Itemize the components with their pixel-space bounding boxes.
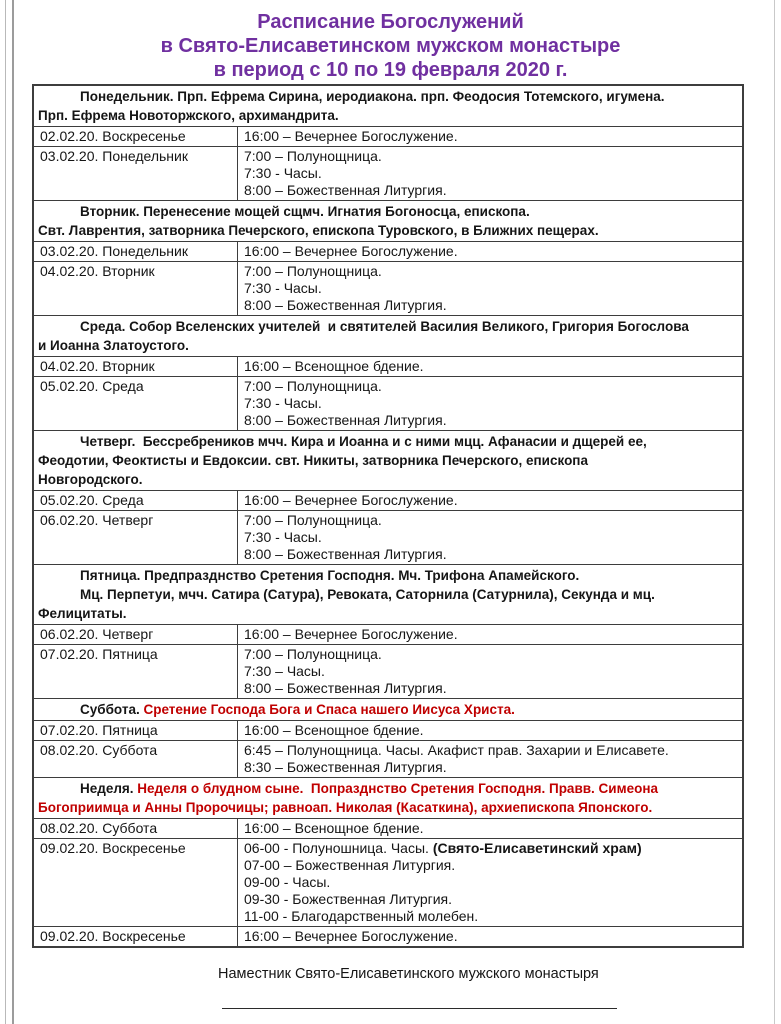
schedule-row — [34, 261, 742, 315]
header-text-span: Мц. Перпетуи, мчч. Сатира (Сатура), Ревоката, Саторнила (Сатурнила), Секунда и мц. — [80, 587, 655, 602]
section-header-row — [34, 86, 742, 126]
service-line — [244, 759, 736, 776]
section-header-line — [38, 221, 738, 240]
schedule-row — [34, 818, 742, 838]
service-line — [244, 663, 736, 680]
service-text-span: 7:00 – Полунощница. — [244, 512, 382, 528]
service-text-span: 09-30 - Божественная Литургия. — [244, 891, 453, 907]
header-text-span: Среда. Собор Вселенских учителей и святителей Василия Великого, Григория Богослова — [80, 319, 689, 334]
service-line — [244, 148, 736, 165]
section-header-row — [34, 777, 742, 818]
schedule-row — [34, 356, 742, 376]
service-text-span: 7:30 – Часы. — [244, 663, 325, 679]
header-text-span: Неделя о блудном сыне. Попразднство Сретения Господня. Правв. Симеона — [137, 781, 658, 796]
service-line — [244, 840, 736, 857]
services-cell — [238, 147, 742, 200]
header-text-span: Богоприимца и Анны Пророчицы; равноап. Николая (Касаткина), архиепископа Японского. — [38, 800, 653, 815]
section-header-row — [34, 315, 742, 356]
header-text-span: Свт. Лаврентия, затворника Печерского, епископа Туровского, в Ближних пещерах. — [38, 223, 599, 238]
service-line — [244, 891, 736, 908]
service-line — [244, 626, 736, 643]
services-cell — [238, 741, 742, 777]
service-line — [244, 182, 736, 199]
service-line — [244, 128, 736, 145]
header-text-span: Новгородского. — [38, 472, 143, 487]
services-cell — [238, 645, 742, 698]
service-text-span: 07-00 – Божественная Литургия. — [244, 857, 456, 873]
date-cell: 06.02.20. Четверг — [34, 511, 238, 564]
date-cell: 03.02.20. Понедельник — [34, 147, 238, 200]
section-header-line — [38, 106, 738, 125]
section-header-line — [38, 566, 738, 585]
section-header-line — [38, 700, 738, 719]
header-text-span: Вторник. Перенесение мощей сщмч. Игнатия Богоносца, епископа. — [80, 204, 530, 219]
service-text-span: 11-00 - Благодарственный молебен. — [244, 908, 479, 924]
header-text-span: и Иоанна Златоустого. — [38, 338, 189, 353]
service-line — [244, 512, 736, 529]
section-header-row — [34, 564, 742, 624]
service-line — [244, 297, 736, 314]
service-text-span: 6:45 – Полунощница. Часы. Акафист прав. Захарии и Елисавете. — [244, 742, 669, 758]
date-cell: 03.02.20. Понедельник — [34, 242, 238, 261]
services-cell — [238, 839, 742, 926]
services-cell — [238, 721, 742, 740]
service-line — [244, 395, 736, 412]
service-line — [244, 358, 736, 375]
header-text-span: Неделя. — [80, 781, 138, 796]
date-cell: 02.02.20. Воскресенье — [34, 127, 238, 146]
service-line — [244, 529, 736, 546]
date-cell: 08.02.20. Суббота — [34, 819, 238, 838]
service-line — [244, 874, 736, 891]
section-header-line — [38, 779, 738, 798]
service-text-span: 7:30 - Часы. — [244, 529, 322, 545]
date-cell: 05.02.20. Среда — [34, 377, 238, 430]
section-header-line — [38, 604, 738, 623]
date-cell: 04.02.20. Вторник — [34, 357, 238, 376]
services-cell — [238, 242, 742, 261]
date-cell: 09.02.20. Воскресенье — [34, 839, 238, 926]
schedule-row — [34, 926, 742, 946]
section-header-line — [38, 336, 738, 355]
schedule-row — [34, 490, 742, 510]
services-cell — [238, 819, 742, 838]
schedule-row — [34, 510, 742, 564]
service-text-span: 7:30 - Часы. — [244, 395, 322, 411]
header-text-span: Четверг. Бессребреников мчч. Кира и Иоанна и с ними мцц. Афанасии и дщерей ее, — [80, 434, 647, 449]
footer-caption: Наместник Свято-Елисаветинского мужского монастыря — [218, 966, 599, 982]
service-text-span: 8:00 – Божественная Литургия. — [244, 546, 447, 562]
title-line-1: Расписание Богослужений — [257, 11, 524, 33]
section-header-line — [38, 585, 738, 604]
service-line — [244, 412, 736, 429]
schedule-row — [34, 624, 742, 644]
document-title — [0, 0, 781, 82]
section-header-line — [38, 470, 738, 489]
service-line — [244, 908, 736, 925]
date-cell: 05.02.20. Среда — [34, 491, 238, 510]
service-line — [244, 165, 736, 182]
date-cell: 07.02.20. Пятница — [34, 721, 238, 740]
date-cell: 04.02.20. Вторник — [34, 262, 238, 315]
service-text-span: 16:00 – Вечернее Богослужение. — [244, 928, 458, 944]
service-text-span: 09-00 - Часы. — [244, 874, 331, 890]
section-header-line — [38, 87, 738, 106]
service-line — [244, 263, 736, 280]
section-header-row — [34, 698, 742, 720]
services-cell — [238, 357, 742, 376]
service-text-span: 7:00 – Полунощница. — [244, 148, 382, 164]
section-header-row — [34, 430, 742, 490]
header-text-span: Сретение Господа Бога и Спаса нашего Иисуса Христа. — [143, 702, 515, 717]
header-text-span: Феодотии, Феоктисты и Евдоксии. свт. Никиты, затворника Печерского, епископа — [38, 453, 588, 468]
service-text-span: 16:00 – Вечернее Богослужение. — [244, 492, 458, 508]
service-text-span: 16:00 – Вечернее Богослужение. — [244, 128, 458, 144]
service-text-span: 8:00 – Божественная Литургия. — [244, 297, 447, 313]
signature-line — [222, 1007, 617, 1009]
service-text-span: 7:30 - Часы. — [244, 280, 322, 296]
section-header-line — [38, 317, 738, 336]
service-line — [244, 280, 736, 297]
schedule-row — [34, 838, 742, 926]
service-text-span: (Свято-Елисаветинский храм) — [432, 840, 642, 856]
service-text-span: 8:00 – Божественная Литургия. — [244, 412, 447, 428]
service-text-span: 7:30 - Часы. — [244, 165, 322, 181]
service-text-span: 06-00 - Полуношница. Часы. — [244, 840, 433, 856]
service-text-span: 16:00 – Всенощное бдение. — [244, 820, 424, 836]
header-text-span: Пятница. Предпразднство Сретения Господня. Мч. Трифона Апамейского. — [80, 568, 580, 583]
service-text-span: 7:00 – Полунощница. — [244, 646, 382, 662]
schedule-row — [34, 720, 742, 740]
service-text-span: 16:00 – Вечернее Богослужение. — [244, 243, 458, 259]
schedule-row — [34, 126, 742, 146]
service-text-span: 16:00 – Всенощное бдение. — [244, 358, 424, 374]
date-cell: 09.02.20. Воскресенье — [34, 927, 238, 946]
service-line — [244, 722, 736, 739]
title-line-2: в Свято-Елисаветинском мужском монастыре — [160, 35, 621, 57]
service-text-span: 7:00 – Полунощница. — [244, 378, 382, 394]
services-cell — [238, 491, 742, 510]
service-line — [244, 742, 736, 759]
service-text-span: 7:00 – Полунощница. — [244, 263, 382, 279]
schedule-table — [32, 84, 744, 948]
schedule-row — [34, 376, 742, 430]
service-line — [244, 243, 736, 260]
service-text-span: 16:00 – Вечернее Богослужение. — [244, 626, 458, 642]
services-cell — [238, 511, 742, 564]
services-cell — [238, 377, 742, 430]
service-line — [244, 546, 736, 563]
service-line — [244, 680, 736, 697]
schedule-row — [34, 740, 742, 777]
service-text-span: 8:30 – Божественная Литургия. — [244, 759, 447, 775]
section-header-line — [38, 432, 738, 451]
header-text-span: Прп. Ефрема Новоторжского, архимандрита. — [38, 108, 339, 123]
services-cell — [238, 927, 742, 946]
services-cell — [238, 625, 742, 644]
schedule-row — [34, 241, 742, 261]
service-line — [244, 857, 736, 874]
service-line — [244, 820, 736, 837]
date-cell: 07.02.20. Пятница — [34, 645, 238, 698]
header-text-span: Фелицитаты. — [38, 606, 127, 621]
header-text-span: Суббота. — [80, 702, 144, 717]
section-header-row — [34, 200, 742, 241]
service-text-span: 8:00 – Божественная Литургия. — [244, 182, 447, 198]
date-cell: 08.02.20. Суббота — [34, 741, 238, 777]
title-line-3: в период с 10 по 19 февраля 2020 г. — [213, 59, 568, 81]
service-line — [244, 646, 736, 663]
services-cell — [238, 262, 742, 315]
section-header-line — [38, 451, 738, 470]
services-cell — [238, 127, 742, 146]
service-line — [244, 928, 736, 945]
schedule-row — [34, 146, 742, 200]
service-text-span: 8:00 – Божественная Литургия. — [244, 680, 447, 696]
header-text-span: Понедельник. Прп. Ефрема Сирина, иеродиакона. прп. Феодосия Тотемского, игумена. — [80, 89, 665, 104]
service-text-span: 16:00 – Всенощное бдение. — [244, 722, 424, 738]
section-header-line — [38, 798, 738, 817]
section-header-line — [38, 202, 738, 221]
service-line — [244, 492, 736, 509]
schedule-row — [34, 644, 742, 698]
service-line — [244, 378, 736, 395]
date-cell: 06.02.20. Четверг — [34, 625, 238, 644]
